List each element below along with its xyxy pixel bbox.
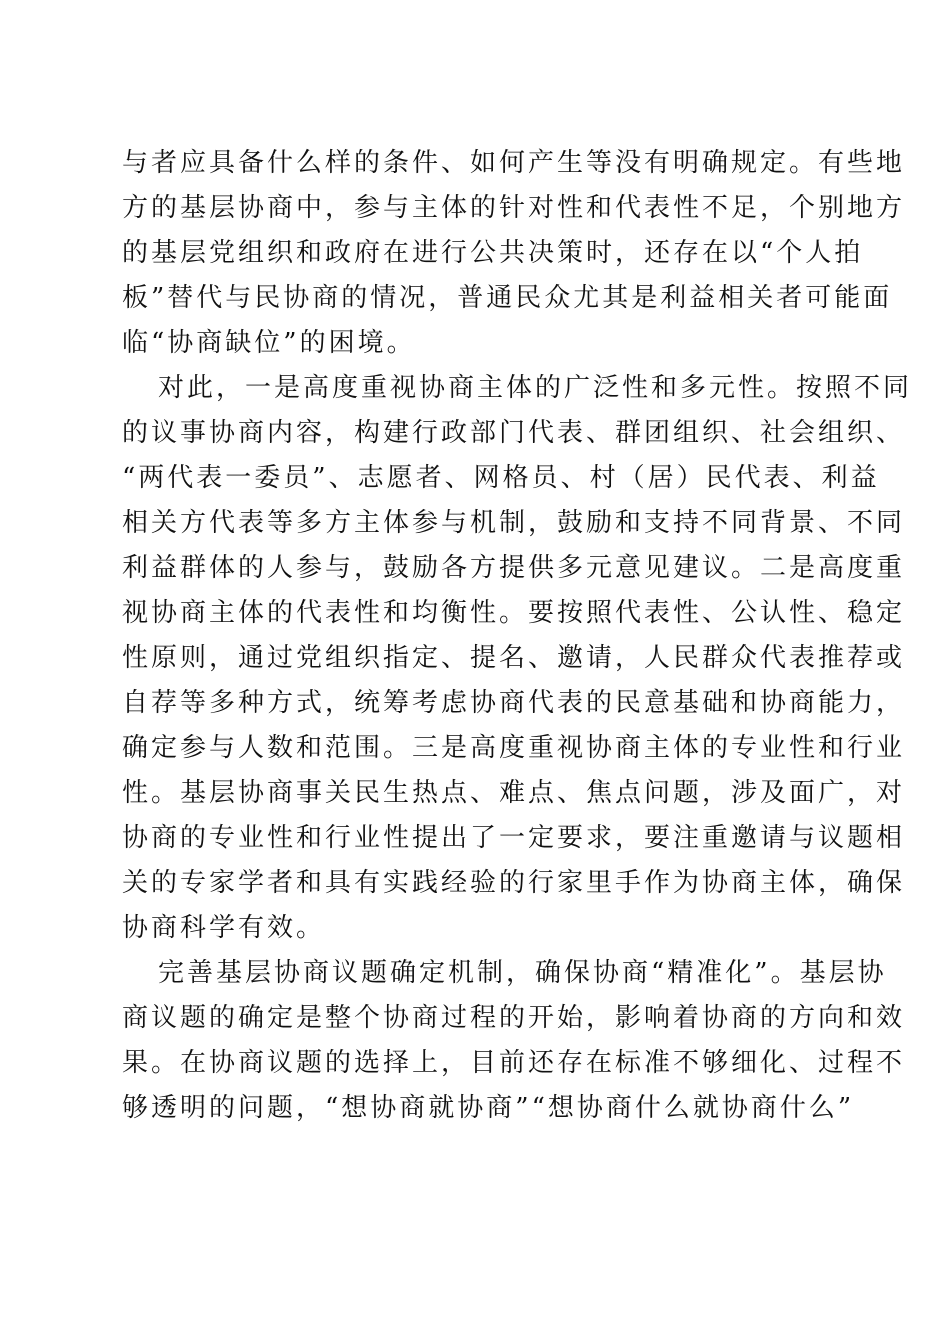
- text-line: 的基层党组织和政府在进行公共决策时，还存在以“个人拍: [122, 238, 864, 268]
- body-text: [122, 141, 913, 1131]
- text-line: 利益群体的人参与，鼓励各方提供多元意见建议。二是高度重: [122, 553, 906, 583]
- text-line: 相关方代表等多方主体参与机制，鼓励和支持不同背景、不同: [122, 508, 906, 538]
- paragraph-first-line: 完善基层协商议题确定机制，确保协商“精准化”。基层协: [158, 958, 887, 988]
- text-line: 协商的专业性和行业性提出了一定要求，要注重邀请与议题相: [122, 823, 906, 853]
- text-line: 够透明的问题，“想协商就协商”“想协商什么就协商什么”: [122, 1093, 855, 1123]
- text-line: 的议事协商内容，构建行政部门代表、群团组织、社会组织、: [122, 418, 906, 448]
- text-line: 关的专家学者和具有实践经验的行家里手作为协商主体，确保: [122, 868, 906, 898]
- text-line: 性。基层协商事关民生热点、难点、焦点问题，涉及面广，对: [122, 778, 906, 808]
- text-line: 商议题的确定是整个协商过程的开始，影响着协商的方向和效: [122, 1003, 906, 1033]
- text-line: 果。在协商议题的选择上，目前还存在标准不够细化、过程不: [122, 1048, 906, 1078]
- text-line: 确定参与人数和范围。三是高度重视协商主体的专业性和行业: [122, 733, 906, 763]
- text-line: 临“协商缺位”的困境。: [122, 328, 416, 358]
- text-line: 视协商主体的代表性和均衡性。要按照代表性、公认性、稳定: [122, 598, 906, 628]
- text-line: 与者应具备什么样的条件、如何产生等没有明确规定。有些地: [122, 148, 906, 178]
- text-line: 性原则，通过党组织指定、提名、邀请，人民群众代表推荐或: [122, 643, 906, 673]
- paragraph-first-line: 对此，一是高度重视协商主体的广泛性和多元性。按照不同: [158, 373, 913, 403]
- text-line: 方的基层协商中，参与主体的针对性和代表性不足，个别地方: [122, 193, 906, 223]
- text-line: 自荐等多种方式，统筹考虑协商代表的民意基础和协商能力，: [122, 688, 906, 718]
- text-line: 协商科学有效。: [122, 913, 326, 943]
- text-line: 板”替代与民协商的情况，普通民众尤其是利益相关者可能面: [122, 283, 893, 313]
- text-line: “两代表一委员”、志愿者、网格员、村（居）民代表、利益: [122, 463, 880, 493]
